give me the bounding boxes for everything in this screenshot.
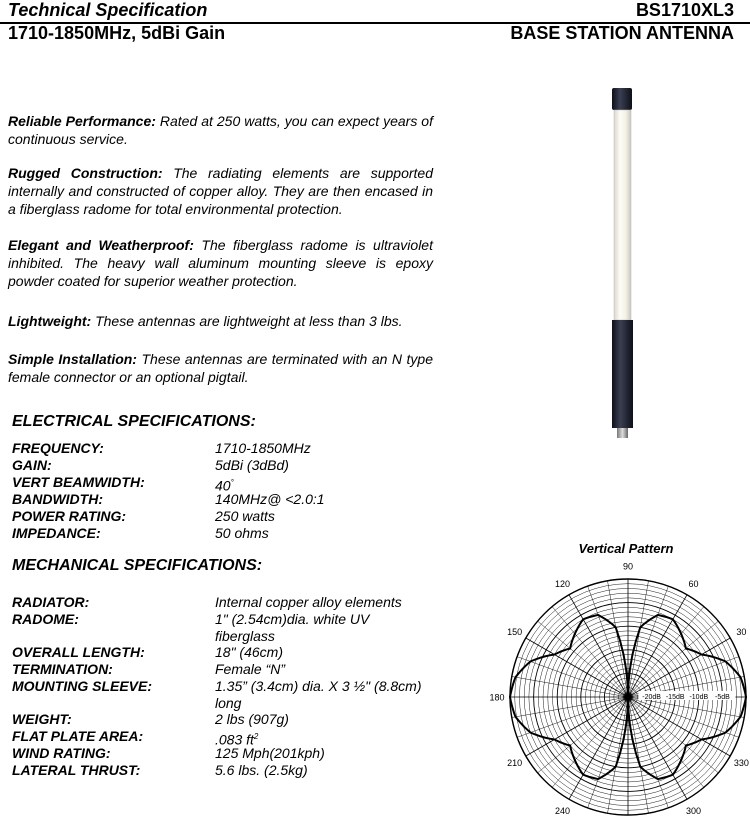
feature-text: The fiberglass radome is ultraviolet inhibited. The heavy wall aluminum mounting sleeve is epoxy powder coated for superior weather protection. — [8, 237, 433, 289]
radial-label: -20dB — [642, 694, 661, 701]
feature-text: These antennas are terminated with an N type female connector or an optional pigtail. — [8, 351, 433, 385]
model-number: BS1710XL3 — [635, 0, 734, 20]
spec-key: RADOME: — [12, 611, 79, 627]
spec-value-number: 40 — [215, 477, 231, 494]
radial-label: -5dB — [715, 694, 730, 701]
spec-key: FREQUENCY: — [12, 440, 104, 456]
squared-superscript: 2 — [253, 732, 259, 741]
document-title: Technical Specification — [8, 0, 208, 20]
spec-value: 1.35” (3.4cm) dia. X 3 ½" (8.8cm) long — [215, 678, 422, 711]
angle-label: 120 — [554, 579, 571, 590]
spec-key: IMPEDANCE: — [12, 525, 101, 541]
feature-text: Rated at 250 watts, you can expect years of continuous service. — [8, 113, 433, 147]
spec-key: BANDWIDTH: — [12, 491, 103, 507]
spec-value: 1" (2.54cm)dia. white UV fiberglass — [215, 611, 370, 644]
radial-label: -15dB — [665, 694, 685, 701]
spec-value: 18" (46cm) — [215, 644, 283, 660]
spec-key: FLAT PLATE AREA: — [12, 728, 144, 744]
feature-label: Rugged Construction: — [8, 165, 163, 181]
angle-label: 60 — [688, 579, 699, 590]
feature-label: Simple Installation: — [8, 351, 137, 367]
angle-label: 240 — [554, 805, 571, 816]
angle-label: 300 — [685, 805, 702, 816]
spec-key: LATERAL THRUST: — [12, 762, 141, 778]
spec-key: GAIN: — [12, 457, 52, 473]
feature-label: Lightweight: — [8, 313, 92, 329]
angle-label: 90 — [622, 561, 634, 572]
chart-center — [624, 693, 632, 701]
spec-value: 250 watts — [215, 508, 275, 524]
feature-text: The radiating elements are supported internally and constructed of copper alloy. They are then encased in a fiberglass radome for total environmental protection. — [8, 165, 433, 217]
spec-value: 2 lbs (907g) — [215, 711, 289, 727]
spec-key: OVERALL LENGTH: — [12, 644, 145, 660]
spec-key: WIND RATING: — [12, 745, 111, 761]
angle-label: 30 — [736, 627, 747, 637]
angle-label: 210 — [507, 758, 523, 768]
spec-key: WEIGHT: — [12, 711, 72, 727]
degree-superscript: ° — [230, 478, 234, 487]
electrical-specs-title: ELECTRICAL SPECIFICATIONS: — [12, 413, 256, 430]
angle-label: 150 — [507, 627, 523, 637]
feature-text: These antennas are lightweight at less than 3 lbs. — [91, 313, 403, 329]
mechanical-specs-title: MECHANICAL SPECIFICATIONS: — [12, 557, 263, 574]
feature-label: Reliable Performance: — [8, 113, 156, 129]
spec-value: 125 Mph(201kph) — [215, 745, 325, 761]
spec-value: Female “N” — [215, 661, 286, 677]
spec-key: POWER RATING: — [12, 508, 127, 524]
spec-value: 1710-1850MHz — [215, 440, 311, 456]
spec-value: 5dBi (3dBd) — [215, 457, 289, 473]
spec-value: 140MHz@ <2.0:1 — [215, 491, 325, 507]
radial-label: -10dB — [689, 694, 709, 701]
spec-key: MOUNTING SLEEVE: — [12, 678, 153, 694]
spec-value: Internal copper alloy elements — [215, 594, 402, 610]
spec-value-number: .083 ft — [215, 731, 254, 748]
feature-label: Elegant and Weatherproof: — [8, 237, 194, 253]
angle-label: 330 — [733, 758, 749, 768]
chart-title: Vertical Pattern — [578, 541, 674, 556]
spec-value: 5.6 lbs. (2.5kg) — [215, 762, 308, 778]
spec-key: RADIATOR: — [12, 594, 90, 610]
spec-key: VERT BEAMWIDTH: — [12, 474, 145, 490]
spec-value: 50 ohms — [215, 525, 269, 541]
spec-key: TERMINATION: — [12, 661, 113, 677]
angle-label: 180 — [489, 692, 505, 703]
frequency-gain-subtitle: 1710-1850MHz, 5dBi Gain — [8, 23, 226, 43]
product-type: BASE STATION ANTENNA — [510, 23, 734, 43]
